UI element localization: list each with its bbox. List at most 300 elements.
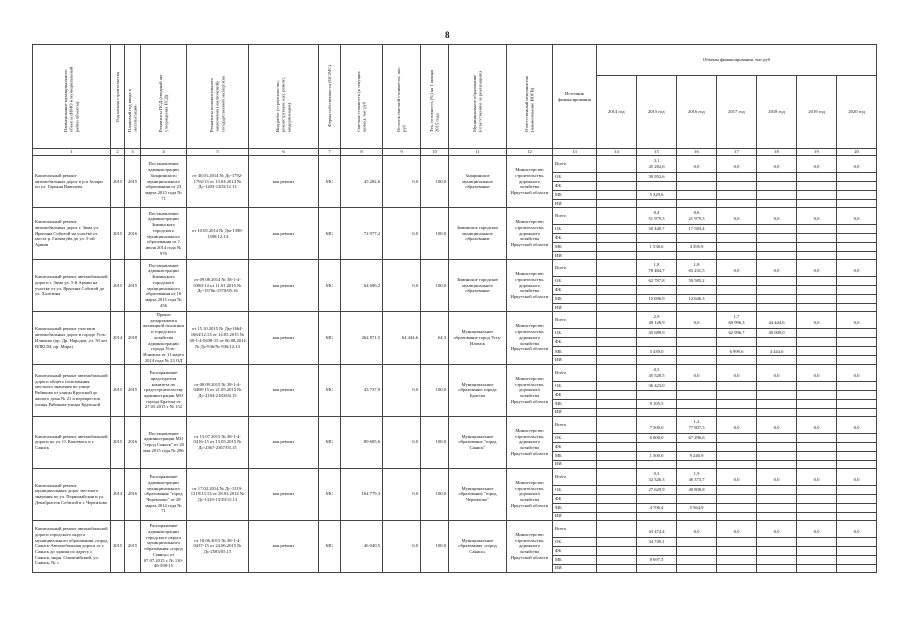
funding-value — [757, 356, 797, 364]
percent-note: 3,1 — [653, 158, 660, 164]
funding-value — [677, 555, 717, 564]
work-type: кап.ремонт — [249, 208, 319, 260]
column-number: 6 — [249, 149, 319, 156]
funding-value — [797, 381, 837, 390]
object-name: Капитальный ремонт автомобильной дороги г. Зима ул. 5-й Армии на участке от ул. Ярыгина Собитой до ул. Халезина — [33, 260, 111, 312]
funding-source-label: Всего — [553, 520, 597, 537]
funding-value — [597, 494, 637, 503]
funding-source-label: ОБ — [553, 329, 597, 338]
funding-value — [717, 200, 757, 208]
funding-source-label: Всего — [553, 416, 597, 433]
column-number: 1 — [33, 149, 111, 156]
funding-amount: 0,0 — [773, 476, 780, 482]
funding-source-label: ОБ — [553, 537, 597, 546]
funding-value — [797, 191, 837, 200]
funding-value — [757, 182, 797, 191]
funding-value — [597, 564, 637, 572]
funding-value — [757, 156, 797, 173]
header-text: Источник финансирования — [558, 90, 591, 102]
object-row — [33, 312, 877, 329]
funding-value — [837, 390, 877, 399]
funding-amount: 0,0 — [853, 372, 860, 378]
funding-source-label: ФБ — [553, 494, 597, 503]
funding-value — [717, 416, 757, 433]
funding-value: 5 564,9 — [677, 503, 717, 512]
funding-value — [757, 191, 797, 200]
expertise-details: от 17.02.2014 № Дс-1319-1319/13.13 от 28.03.2014 № Дс-1319-13/39/15.13 — [187, 468, 249, 520]
funding-value — [637, 208, 677, 225]
funding-value — [717, 295, 757, 304]
funding-value — [597, 537, 637, 546]
object-name: Капитальный ремонт участков автомобильных дорог в городе Усть-Илимске (пр. Др. Народов, ул. 50 лет ВЛКСМ, пр. Мира) — [33, 312, 111, 365]
object-row — [33, 520, 877, 537]
municipality: Муниципальное образование город Усть-Илимск — [449, 312, 507, 365]
ownership: МС — [319, 208, 341, 260]
funding-value — [597, 252, 637, 260]
funding-amount: 0,0 — [773, 268, 780, 273]
remaining-cost: 0,0 — [383, 208, 421, 260]
funding-amount: 0,0 — [773, 372, 780, 378]
end-year: 2015 — [125, 364, 141, 416]
funding-value — [597, 356, 637, 364]
funding-source-label: ИИ — [553, 408, 597, 416]
funding-value — [757, 390, 797, 399]
funding-value: 45 689,9 — [637, 329, 677, 338]
funding-value — [797, 329, 837, 338]
funding-value — [797, 295, 837, 304]
funding-value — [797, 286, 837, 295]
start-year: 2015 — [111, 416, 125, 468]
ownership: МС — [319, 312, 341, 365]
funding-value — [757, 399, 797, 408]
funding-value — [677, 356, 717, 364]
funding-value: 4 706,4 — [637, 503, 677, 512]
percent-note: 0,4 — [653, 210, 660, 216]
funding-amount: 0,0 — [813, 216, 820, 221]
funding-value — [677, 442, 717, 451]
funding-value — [797, 451, 837, 460]
funding-value — [717, 156, 757, 173]
funding-value — [597, 399, 637, 408]
funding-value — [637, 156, 677, 173]
funding-source-label: Всего — [553, 208, 597, 225]
funding-value — [797, 494, 837, 503]
funding-value — [797, 173, 837, 182]
funding-value — [677, 173, 717, 182]
ownership: МС — [319, 260, 341, 312]
funding-value — [597, 260, 637, 277]
funding-value — [597, 286, 637, 295]
funding-value — [757, 555, 797, 564]
funding-amount: 7 500,0 — [649, 424, 664, 430]
header-source — [553, 45, 597, 149]
funding-value — [717, 460, 757, 468]
end-year: 2015 — [125, 260, 141, 312]
funding-value — [677, 520, 717, 537]
funding-source-label: ФБ — [553, 286, 597, 295]
funding-value — [837, 564, 877, 572]
funding-value — [717, 468, 757, 485]
funding-value — [597, 329, 637, 338]
funding-value — [797, 243, 837, 252]
funding-amount: 0,0 — [813, 372, 820, 378]
funding-value: 34 749,1 — [637, 537, 677, 546]
column-number: 17 — [717, 149, 757, 156]
funding-value — [757, 225, 797, 234]
ownership: МС — [319, 364, 341, 416]
funding-value — [837, 286, 877, 295]
funding-value — [837, 200, 877, 208]
header-text: Наименование муниципального объекта (ИМО и муниципальный район объекты) — [62, 66, 80, 132]
estimated-cost: 43 737,9 — [341, 364, 383, 416]
funding-amount: 0,0 — [813, 476, 820, 482]
responsible-ministry: Министерство строительства, дорожного хозяйства Иркутской области — [507, 468, 553, 520]
funding-value — [837, 468, 877, 485]
funding-amount: 0,0 — [853, 320, 860, 326]
funding-value: 40 000,0 — [757, 329, 797, 338]
funding-value — [717, 252, 757, 260]
funding-value — [757, 416, 797, 433]
funding-source-label: ФБ — [553, 442, 597, 451]
funding-value — [837, 191, 877, 200]
funding-source-label: ФБ — [553, 390, 597, 399]
funding-value — [597, 555, 637, 564]
municipality: Зиминское городское муниципальное образование — [449, 260, 507, 312]
responsible-ministry: Министерство строительства, дорожного хозяйства Иркутской области — [507, 312, 553, 365]
funding-value — [797, 399, 837, 408]
funding-value: 3 439,0 — [637, 347, 677, 356]
funding-source-label: МБ — [553, 555, 597, 564]
funding-value — [677, 381, 717, 390]
funding-source-label: ОБ — [553, 225, 597, 234]
funding-value — [837, 408, 877, 416]
funding-value — [677, 156, 717, 173]
funding-value — [677, 408, 717, 416]
column-number: 11 — [449, 149, 507, 156]
funding-value — [597, 460, 637, 468]
funding-value — [717, 286, 757, 295]
funding-amount: 0,0 — [693, 372, 700, 378]
funding-amount: 0,0 — [813, 164, 820, 169]
municipality: Муниципальное образование города Братска — [449, 364, 507, 416]
column-number: 16 — [677, 149, 717, 156]
year-header: 2019 год — [797, 76, 837, 149]
funding-amount: 0,0 — [733, 476, 740, 482]
funding-amount: 69 996,3 — [728, 320, 745, 326]
funding-value — [797, 277, 837, 286]
funding-value — [637, 182, 677, 191]
funding-value — [637, 416, 677, 433]
psd-details: Приказ департамента жилищной политики и городского хозяйства администрации города Усть-Илимска от 11 марта 2014 года № 23 ОД — [141, 312, 187, 365]
funding-amount — [599, 320, 634, 326]
funding-value — [597, 416, 637, 433]
funding-value — [797, 416, 837, 433]
expertise-details: от 09.08.2014 № 38-1-4-0380-14 от 11.01.2015 № Дс-1570к-1570/05.16 — [187, 260, 249, 312]
estimated-cost: 64 696,2 — [341, 260, 383, 312]
object-row — [33, 416, 877, 433]
object-name: Капитальный ремонт автомобильной дороги городского округа муниципального образования «город Саянск-Автомобильная дорога от г. Саянск до здания по адресу г. Саянск, мкрн. Олимпийский, ул. Саянск, № » — [33, 520, 111, 572]
funding-value — [757, 408, 797, 416]
funding-value — [837, 381, 877, 390]
header-text: Форма собственности (ОС/МС) — [326, 65, 332, 128]
ownership: МС — [319, 520, 341, 572]
funding-value — [677, 182, 717, 191]
funding-value — [677, 468, 717, 485]
funding-value — [597, 173, 637, 182]
funding-value — [837, 182, 877, 191]
funding-value — [717, 408, 757, 416]
funding-amount: 0,0 — [853, 268, 860, 273]
header-text: Реквизиты положительного заключения (заключений) государственной экспертизы — [208, 75, 226, 132]
percent-note: 0,5 — [653, 366, 660, 372]
funding-source-label: ОБ — [553, 173, 597, 182]
end-year: 2016 — [125, 416, 141, 468]
funding-value: 4 395,9 — [677, 243, 717, 252]
funding-value — [597, 408, 637, 416]
funding-value — [757, 451, 797, 460]
funding-value — [837, 234, 877, 243]
readiness: 64,3 — [421, 312, 449, 365]
header-rest — [383, 45, 421, 149]
funding-value — [717, 234, 757, 243]
funding-value — [797, 304, 837, 312]
funding-value — [797, 520, 837, 537]
start-year: 2014 — [111, 312, 125, 365]
funding-value — [837, 364, 877, 381]
funding-value — [757, 173, 797, 182]
funding-amount: 0,0 — [853, 528, 860, 534]
funding-value — [797, 485, 837, 494]
header-end — [125, 45, 141, 149]
funding-value — [797, 225, 837, 234]
funding-value — [757, 304, 797, 312]
funding-value — [757, 433, 797, 442]
percent-note: 1,7 — [733, 314, 740, 320]
volumes-title: Объемы финансирования, тыс руб — [597, 45, 876, 76]
funding-amount: 0,0 — [733, 216, 740, 221]
work-type: кап.ремонт — [249, 364, 319, 416]
header-ownership — [319, 45, 341, 149]
funding-value — [797, 347, 837, 356]
psd-details: Распоряжение администрации муниципального образования "город Черемхово" от 28 марта 2014 года № 71 — [141, 468, 187, 520]
funding-amount: 0,0 — [693, 320, 700, 326]
funding-value — [837, 304, 877, 312]
psd-details: Постановление администрации Зиминского городского муниципального образования от 1 июля 2014 года № 976 — [141, 208, 187, 260]
expertise-details: от 08.09.2015 № 38-1-4-0408-15 от 21.05.2015 № Дс-2184-2184/04.15 — [187, 364, 249, 416]
funding-value — [837, 433, 877, 442]
funding-amount — [599, 529, 634, 535]
end-year: 2018 — [125, 312, 141, 365]
column-number: 5 — [187, 149, 249, 156]
funding-value — [797, 546, 837, 555]
funding-value — [837, 156, 877, 173]
header-cost — [341, 45, 383, 149]
funding-value — [717, 433, 757, 442]
funding-value: 27 629,9 — [637, 485, 677, 494]
funding-value — [757, 277, 797, 286]
year-header: 2018 год — [757, 76, 797, 149]
funding-value — [717, 312, 757, 329]
funding-amount — [599, 216, 634, 222]
funding-value — [677, 312, 717, 329]
header-mo — [449, 45, 507, 149]
header-text: Ответственный исполнитель (наименование ИОГВ) — [523, 75, 535, 132]
municipality: Муниципальное образование "город Черемхово" — [449, 468, 507, 520]
funding-value — [717, 304, 757, 312]
year-header: 2016 год — [676, 76, 716, 149]
funding-amount: 0,0 — [733, 164, 740, 169]
funding-source-label: Всего — [553, 468, 597, 485]
expertise-details: от 15.07.2015 № 38-1-4-0416-15 от 13.05.2015 № Дс-2367-2367/03.15 — [187, 416, 249, 468]
funding-value — [597, 546, 637, 555]
funding-value — [837, 494, 877, 503]
column-number: 15 — [637, 149, 677, 156]
object-name: Капитальный ремонт автомобильной дороги по ул. О. Кошевого в г. Саянск — [33, 416, 111, 468]
funding-value — [717, 503, 757, 512]
funding-value — [677, 390, 717, 399]
year-header: 2020 год — [837, 76, 876, 149]
funding-amount: 0,0 — [733, 372, 740, 378]
column-number: 12 — [507, 149, 553, 156]
header-text: Муниципальное образование (ответственное за реализацию) — [471, 70, 483, 132]
funding-value — [757, 364, 797, 381]
financing-table — [32, 44, 877, 573]
funding-value — [837, 546, 877, 555]
funding-value — [637, 338, 677, 347]
funding-value — [677, 347, 717, 356]
funding-amount: 46 373,7 — [688, 476, 705, 482]
funding-value — [637, 442, 677, 451]
funding-source-label: ИИ — [553, 460, 597, 468]
funding-value — [637, 512, 677, 520]
funding-amount: 0,0 — [693, 528, 700, 534]
funding-source-label: ОБ — [553, 381, 597, 390]
funding-value — [717, 191, 757, 200]
funding-value — [717, 225, 757, 234]
funding-value — [677, 416, 717, 433]
end-year: 2016 — [125, 208, 141, 260]
psd-details: Распоряжение администрации городского округа муниципального образования «город Саянск» от 07.07.2015 г. № 110-46-598-15 — [141, 520, 187, 572]
funding-amount: 44 444,6 — [768, 320, 785, 326]
funding-source-label: ФБ — [553, 546, 597, 555]
start-year: 2015 — [111, 364, 125, 416]
funding-value — [597, 312, 637, 329]
object-row — [33, 468, 877, 485]
funding-value — [837, 338, 877, 347]
funding-value — [597, 234, 637, 243]
funding-value: 1 538,6 — [637, 243, 677, 252]
funding-value: 4 444,6 — [757, 347, 797, 356]
header-ministry — [507, 45, 553, 149]
start-year: 2015 — [111, 208, 125, 260]
funding-value — [637, 546, 677, 555]
column-number: 19 — [797, 149, 837, 156]
percent-note: 0,3 — [653, 470, 660, 476]
funding-source-label: ОБ — [553, 433, 597, 442]
funding-value — [597, 338, 637, 347]
funding-value — [837, 503, 877, 512]
responsible-ministry: Министерство строительства, дорожного хозяйства Иркутской области — [507, 156, 553, 208]
funding-amount: 65 231,5 — [688, 268, 705, 273]
funding-value — [717, 485, 757, 494]
funding-value — [677, 191, 717, 200]
funding-value — [797, 356, 837, 364]
funding-value — [757, 442, 797, 451]
years-row — [597, 76, 876, 149]
funding-value — [637, 252, 677, 260]
funding-value — [797, 208, 837, 225]
funding-value — [717, 546, 757, 555]
funding-amount: 21 979,3 — [688, 216, 705, 221]
funding-source-label: ИИ — [553, 252, 597, 260]
funding-amount: 0,0 — [813, 268, 820, 273]
funding-value — [837, 451, 877, 460]
funding-value — [797, 338, 837, 347]
funding-value — [757, 338, 797, 347]
funding-value — [677, 364, 717, 381]
funding-amount: 78 484,7 — [648, 268, 665, 273]
funding-source-label: ИИ — [553, 200, 597, 208]
funding-value — [797, 260, 837, 277]
percent-note: 1,8 — [693, 262, 700, 268]
funding-value: 50 585,2 — [677, 277, 717, 286]
end-year: 2015 — [125, 156, 141, 208]
funding-value — [597, 191, 637, 200]
funding-value — [717, 537, 757, 546]
funding-value — [717, 260, 757, 277]
funding-amount: 0,0 — [773, 424, 780, 430]
funding-value — [837, 243, 877, 252]
funding-amount — [599, 164, 634, 170]
funding-value — [677, 304, 717, 312]
funding-amount: 0,0 — [733, 528, 740, 534]
psd-details: Постановление администрации Зиминского городского муниципального образования от 16 марта 2015 года № 456 — [141, 260, 187, 312]
funding-value — [757, 208, 797, 225]
column-number: 9 — [383, 149, 421, 156]
funding-value — [637, 304, 677, 312]
funding-value: 67 296,6 — [677, 433, 717, 442]
funding-value — [637, 356, 677, 364]
funding-value — [597, 200, 637, 208]
funding-value — [597, 503, 637, 512]
funding-source-label: ОБ — [553, 277, 597, 286]
municipality: Муниципальное образование "город Саянск" — [449, 416, 507, 468]
funding-value — [757, 243, 797, 252]
readiness: 100,0 — [421, 416, 449, 468]
expertise-details: от 15.10.2015 № Дм-1664-1664/12.13 от 14.05.2015 № 38-1-4-0438-15 от 06.08.2014 № Дс-936/№-936/12.13 — [187, 312, 249, 365]
funding-value — [597, 390, 637, 399]
funding-amount: 0,0 — [773, 216, 780, 221]
funding-value — [757, 260, 797, 277]
funding-source-label: ИИ — [553, 512, 597, 520]
funding-source-label: МБ — [553, 347, 597, 356]
header-text: Вид работ (строительство, реконструкция, кап. ремонт, модернизация) — [274, 76, 292, 132]
funding-value — [637, 468, 677, 485]
funding-value — [757, 564, 797, 572]
funding-value — [677, 546, 717, 555]
funding-value — [637, 312, 677, 329]
funding-value — [797, 252, 837, 260]
funding-source-label: МБ — [553, 399, 597, 408]
funding-value — [597, 451, 637, 460]
funding-amount — [599, 268, 634, 274]
readiness: 100,0 — [421, 156, 449, 208]
object-name: Капитальный ремонт муниципальных дорог местного значения по ул. Первомайская и ул. Декабристов Собитой в г. Черемхово — [33, 468, 111, 520]
funding-value — [837, 260, 877, 277]
funding-value — [717, 208, 757, 225]
funding-value — [637, 520, 677, 537]
funding-value: 5 329,6 — [637, 191, 677, 200]
